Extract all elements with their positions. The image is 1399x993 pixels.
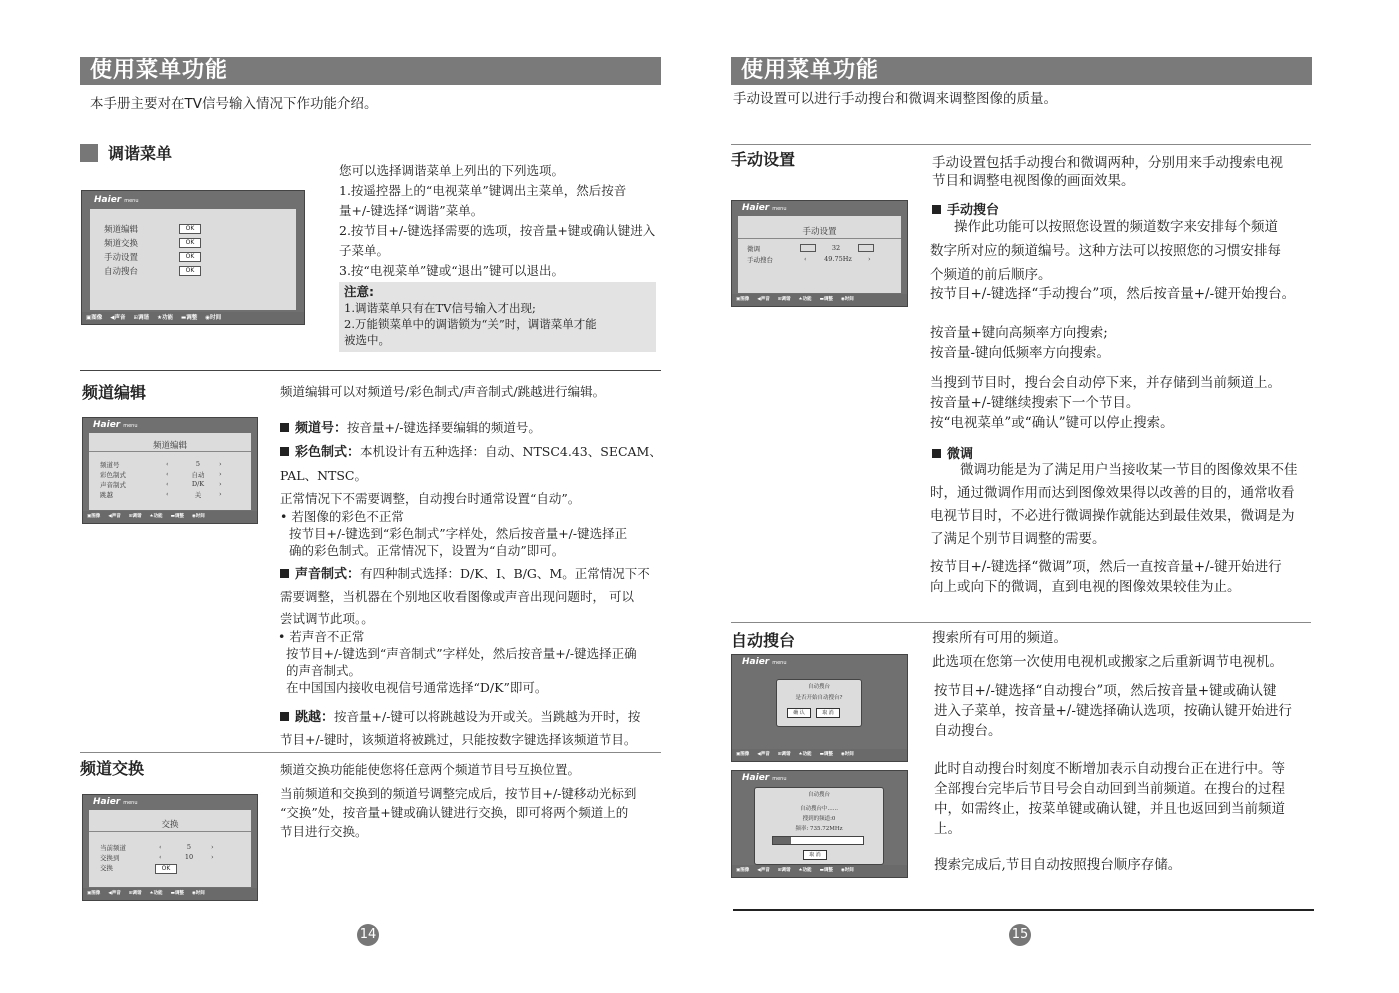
tuning-note: 注意: 1.调谐菜单只有在TV信号输入才出现; 2.万能锁菜单中的调谐锁为“关”时，调谐菜单才能 被选中。 [339,282,656,352]
manual-text: 手动设置包括手动搜台和微调两种，分别用来手动搜索电视 节目和调整电视图像的画面效果。 [932,155,1283,189]
fine-tune-op: 按节目+/-键选择“微调”项，然后一直按音量+/-键开始进行 向上或向下的微调，直到电视的图像效果较佳为止。 [930,559,1282,595]
progress-bar [772,836,864,845]
auto-text: 搜索所有可用的频道。 此选项在您第一次使用电视机或搬家之后重新调节电视机。 [932,630,1283,670]
haier-logo: Haier menu [94,195,139,205]
manual-stop: 当搜到节目时，搜台会自动停下来，并存储到当前频道上。 按音量+/-键继续搜索下一个节目。 按“电视菜单”或“确认”键可以停止搜索。 [930,375,1281,431]
manual-search-title: 手动搜台 [932,199,999,218]
color-abnormal: • 若图像的彩色不正常 按节目+/-键选到“彩色制式”字样处，然后按音量+/-键选择正 确的彩色制式。正常情况下，设置为“自动”即可。 [280,509,628,558]
tuning-text: 您可以选择调谐菜单上列出的下列选项。 1.按遥控器上的“电视菜单”键调出主菜单，然后按音 量+/-键选择“调谐”菜单。 2.按节目+/-键选择需要的选项，按音量+键或确认键进入 子菜单。 3.按“电视菜单”键或“退出”键可以退出。 [339,163,656,278]
cancel-button: 取 消 [803,850,827,860]
divider [80,370,661,371]
screen-title: 交换 [161,820,179,830]
confirm-button: 确 认 [787,708,811,718]
divider [731,622,1311,623]
menu-item-manual: 手动设置 [104,253,139,263]
menu-item-channel-swap: 频道交换 [104,239,139,249]
menu-item-auto: 自动搜台 [104,267,139,277]
auto-confirm-screen: Haier menu 自动搜台 是否开始自动搜台? 确 认 取 消 ▣图像 ◀声音 ⊞调谐 ★功能 ▬调整 ◉时间 [731,654,908,762]
screen-title: 频道编辑 [152,441,187,451]
ok-button: OK [179,252,201,262]
screen-title: 手动设置 [802,227,837,237]
skip: 跳越：按音量+/-键可以将跳越设为开或关。当跳越为开时，按 节目+/-键时，该频道将被跳过，只能按数字键选择该频道节目。 [280,709,641,747]
divider [731,144,1311,145]
menu-item-channel-edit: 频道编辑 [104,225,139,235]
channel-swap-desc: 频道交换功能能使您将任意两个频道节目号互换位置。 [280,762,581,777]
right-intro: 手动设置可以进行手动搜台和微调来调整图像的质量。 [733,91,1057,107]
fine-tune-text: 微调功能是为了满足用户当接收某一节目的图像效果不佳 时，通过微调作用而达到图像效果得以改善的目的，通常收看 电视节目时，不必进行微调操作就能达到最佳效果，微调是为 了满足个别节目调整的需要。 [930,462,1298,547]
auto-heading: 自动搜台 [731,631,796,650]
channel-swap-text: 当前频道和交换到的频道号调整完成后，按节目+/-键移动光标到 “交换”处，按音量+键或确认键进行交换，即可将两个频道上的 节目进行交换。 [280,786,637,839]
channel-edit-heading: 频道编辑 [82,383,147,402]
tuning-menu-screen [81,190,305,325]
manual-direction: 按音量+键向高频率方向搜索; 按音量-键向低频率方向搜索。 [930,325,1111,361]
tuning-heading: 调谐菜单 [80,141,172,164]
square-icon [80,144,98,162]
sound-abnormal: • 若声音不正常 按节目+/-键选到“声音制式”字样处，然后按音量+/-键选择正确 的声音制式。 在中国国内接收电视信号通常选择“D/K”即可。 [278,629,637,695]
cancel-button: 取 消 [816,708,840,718]
ok-button: OK [179,238,201,248]
channel-edit-desc: 频道编辑可以对频道号/彩色制式/声音制式/跳越进行编辑。 [280,384,606,399]
menu-bottom-bar: ▣图像 ◀声音 ⊞调谐 ★功能 ▬调整 ◉时间 [82,312,304,324]
left-page-banner: 使用菜单功能 [80,57,661,85]
bottom-rule [733,909,1314,911]
channel-edit-text: 频道号：按音量+/-键选择要编辑的频道号。 彩色制式：本机设计有五种选择：自动、NTSC4.43、SECAM、 PAL、NTSC。 正常情况下不需要调整，自动搜台时通常设置“自动”。 [280,420,662,506]
fine-tune-title: 微调 [932,443,973,462]
page-number-left: 14 [357,924,379,946]
manual-screen: Haier menu 手动设置 微调 手动搜台 32 ‹ › 49.75Hz ▣图像 ◀声音 ⊞调谐 ★功能 ▬调整 ◉时间 [731,200,908,307]
channel-edit-screen: Haier menu 频道编辑 频道号 彩色制式 声音制式 跳越 ‹ › ‹ › ‹ › ‹ › 5 自动 D/K 关 ▣图像 ◀声音 ⊞调谐 ★功能 ▬调整 ◉时间 [82,417,258,524]
ok-button: OK [179,266,201,276]
auto-progress: 此时自动搜台时刻度不断增加表示自动搜台正在进行中。等 全部搜台完毕后节目号会自动回到当前频道。在搜台的过程 中，如需终止，按菜单键或确认键，并且也返回到当前频道 上。 [934,761,1285,837]
ok-button: OK [179,224,201,234]
right-page-banner: 使用菜单功能 [731,57,1312,85]
channel-swap-screen: Haier menu 交换 当前频道 交换到 交换 ‹ › ‹ › 5 10 OK ▣图像 ◀声音 ⊞调谐 ★功能 ▬调整 ◉时间 [82,794,258,901]
auto-done: 搜索完成后,节目自动按照搜台顺序存储。 [934,857,1182,873]
manual-search-text: 操作此功能可以按照您设置的频道数字来安排每个频道 数字所对应的频道编号。这种方法可以按照您的习惯安排每 个频道的前后顺序。 按节目+/-键选择“手动搜台”项，然后按音量+/-键开始搜台。 [930,219,1296,302]
page-number-right: 15 [1009,924,1031,946]
channel-swap-heading: 频道交换 [80,759,145,778]
sound-system: 声音制式：有四种制式选择：D/K、I、B/G、M。正常情况下不 需要调整，当机器在个别地区收看图像或声音出现问题时， 可以 尝试调节此项。。 [280,566,650,626]
auto-progress-screen: Haier menu 自动搜台 自动搜台中...... 搜到的频道:0 频率: 735.72MHz 取 消 ▣图像 ◀声音 ⊞调谐 ★功能 ▬调整 ◉时间 [731,770,908,878]
left-intro: 本手册主要对在TV信号输入情况下作功能介绍。 [90,96,378,112]
divider [80,752,661,753]
manual-heading: 手动设置 [731,150,796,169]
auto-op: 按节目+/-键选择“自动搜台”项，然后按音量+键或确认键 进入子菜单，按音量+/-键选择确认选项，按确认键开始进行 自动搜台。 [934,683,1292,739]
